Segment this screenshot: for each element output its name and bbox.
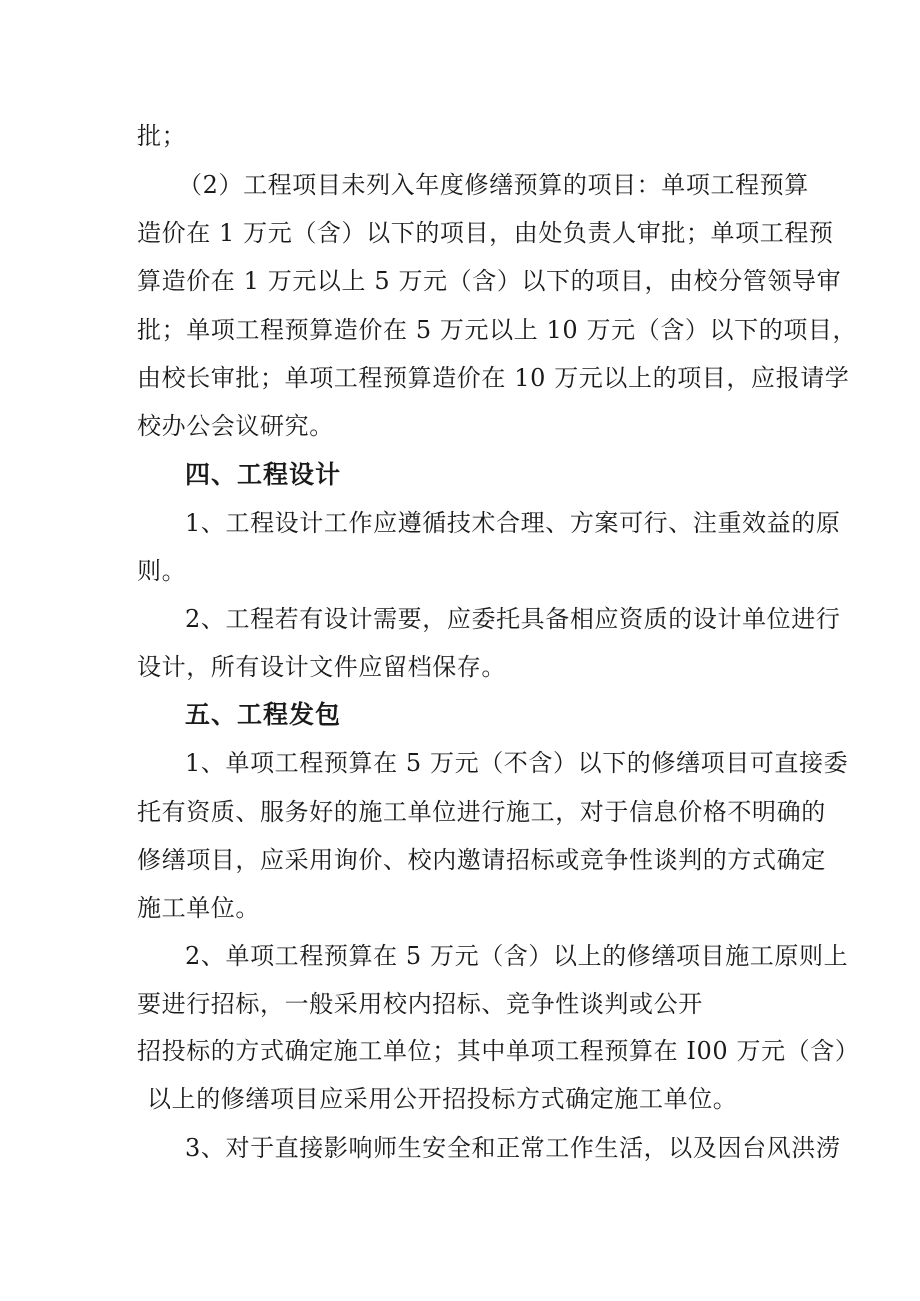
text-line: 批； [137,122,187,150]
text-line: 托有资质、服务好的施工单位进行施工，对于信息价格不明确的 [137,798,826,826]
text-line: 设计，所有设计文件应留档保存。 [137,653,506,681]
text-line: 招投标的方式确定施工单位；其中单项工程预算在 I00 万元（含） [137,1037,860,1065]
text-line: 施工单位。 [137,894,260,922]
text-line: 以上的修缮项目应采用公开招投标方式确定施工单位。 [147,1085,738,1113]
text-line: 校办公会议研究。 [137,412,334,440]
text-line: 由校长审批；单项工程预算造价在 10 万元以上的项目，应报请学 [137,364,850,392]
text-line: 2、单项工程预算在 5 万元（含）以上的修缮项目施工原则上 [185,942,849,970]
text-line: 2、工程若有设计需要，应委托具备相应资质的设计单位进行 [185,605,841,633]
section-heading: 四、工程设计 [185,460,342,489]
text-line: 批；单项工程预算造价在 5 万元以上 10 万元（含）以下的项目， [137,316,858,344]
text-line: 1、工程设计工作应遵循技术合理、方案可行、注重效益的原 [185,509,841,537]
text-line: 3、对于直接影响师生安全和正常工作生活，以及因台风洪涝 [185,1134,841,1162]
text-line: （2）工程项目未列入年度修缮预算的项目：单项工程预算 [178,171,809,199]
text-line: 修缮项目，应采用询价、校内邀请招标或竞争性谈判的方式确定 [137,846,826,874]
text-line: 则。 [137,557,187,585]
text-line: 算造价在 1 万元以上 5 万元（含）以下的项目，由校分管领导审 [137,267,842,295]
text-line: 造价在 1 万元（含）以下的项目，由处负责人审批；单项工程预 [137,219,834,247]
text-line: 1、单项工程预算在 5 万元（不含）以下的修缮项目可直接委 [185,749,849,777]
text-line: 要进行招标，一般采用校内招标、竞争性谈判或公开 [137,990,703,1018]
section-heading: 五、工程发包 [185,700,342,729]
